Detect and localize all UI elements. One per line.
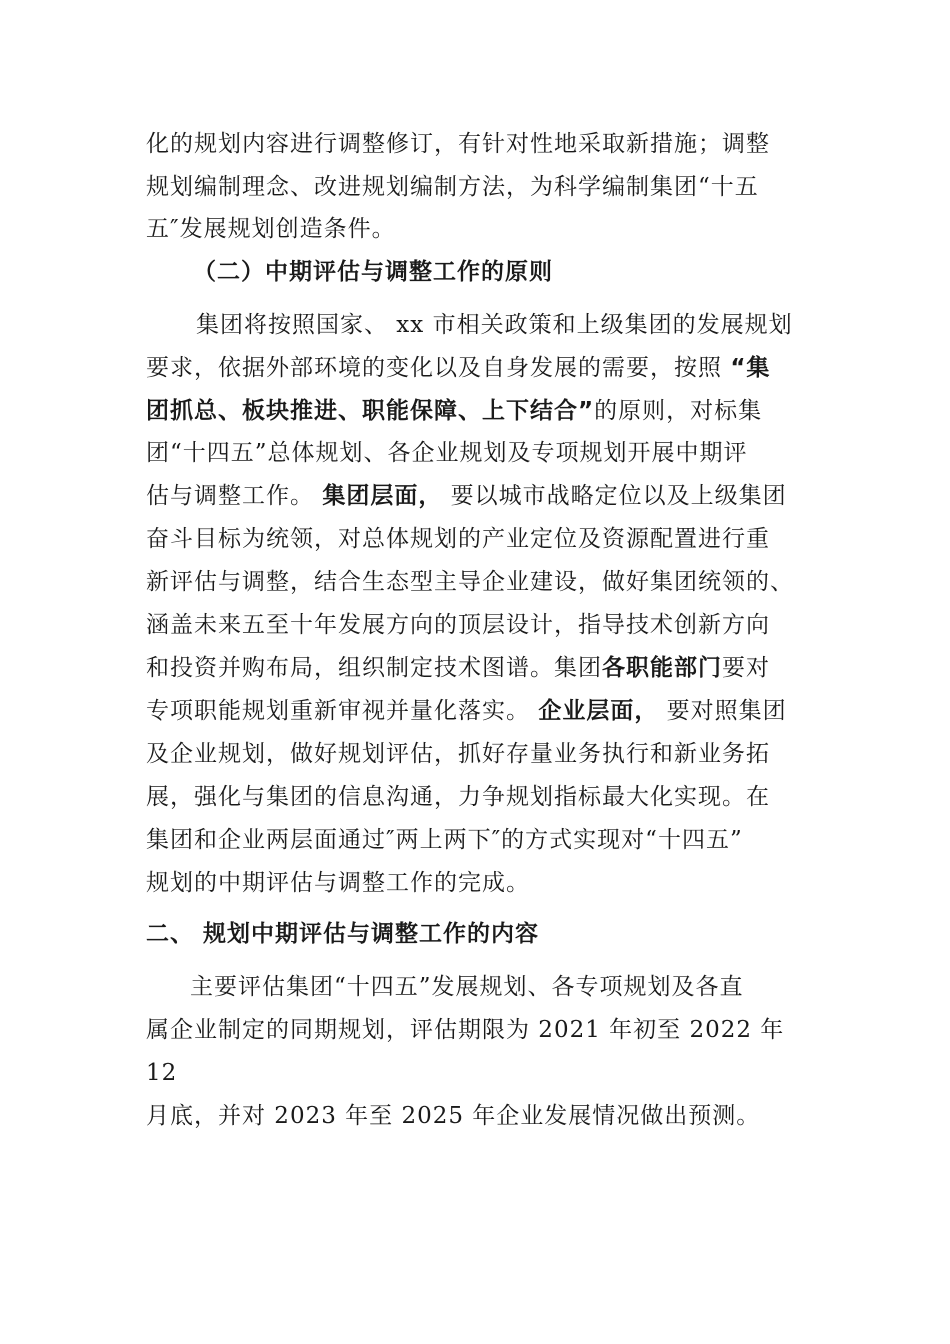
paragraph-line: 新评估与调整，结合生态型主导企业建设，做好集团统领的、 [146,569,794,595]
paragraph-line: 12 [146,1060,178,1086]
paragraph-line: 奋斗目标为统领，对总体规划的产业定位及资源配置进行重 [146,526,770,552]
paragraph-line [146,396,762,426]
paragraph-line: 集团将按照国家、 xx 市相关政策和上级集团的发展规划 [196,312,793,338]
paragraph-line: 集团和企业两层面通过″两上两下″的方式实现对“十四五” [146,827,743,853]
bold-text-run: 团抓总、板块推进、职能保障、上下结合” [146,398,595,424]
paragraph-line: 团“十四五”总体规划、各企业规划及专项规划开展中期评 [146,440,748,466]
bold-text-run: “集 [730,355,771,381]
text-run: 要求，依据外部环境的变化以及自身发展的需要，按照 [146,355,731,381]
text-run: 专项职能规划重新审视并量化落实。 [146,698,539,724]
text-run: 要以城市战略定位以及上级集团 [442,483,787,509]
paragraph-line [146,653,770,683]
text-run: 要对 [722,655,770,681]
text-run: 和投资并购布局，组织制定技术图谱。集团 [146,655,602,681]
bold-text-run: 各职能部门 [602,655,722,681]
text-run: 要对照集团 [658,698,787,724]
paragraph-line: 规划编制理念、改进规划编制方法，为科学编制集团“十五 [146,174,759,200]
paragraph-line: 五″发展规划创造条件。 [146,216,396,242]
paragraph-line [146,481,787,511]
section-heading: （二）中期评估与调整工作的原则 [193,259,553,285]
paragraph-line: 属企业制定的同期规划，评估期限为 2021 年初至 2022 年 [146,1017,785,1043]
paragraph-line: 月底，并对 2023 年至 2025 年企业发展情况做出预测。 [146,1103,761,1129]
paragraph-line: 展，强化与集团的信息沟通，力争规划指标最大化实现。在 [146,784,770,810]
paragraph-line [146,353,770,383]
text-run: 的原则，对标集 [594,398,763,424]
paragraph-line: 化的规划内容进行调整修订，有针对性地采取新措施；调整 [146,131,770,157]
paragraph-line: 涵盖未来五至十年发展方向的顶层设计，指导技术创新方向 [146,612,770,638]
text-run: 估与调整工作。 [146,483,323,509]
paragraph-line [146,696,787,726]
paragraph-line: 及企业规划，做好规划评估，抓好存量业务执行和新业务拓 [146,741,770,767]
bold-text-run: 企业层面， [538,698,659,724]
section-heading: 二、 规划中期评估与调整工作的内容 [146,921,540,947]
paragraph-line: 主要评估集团“十四五”发展规划、各专项规划及各直 [190,974,744,1000]
bold-text-run: 集团层面， [322,483,443,509]
paragraph-line: 规划的中期评估与调整工作的完成。 [146,870,530,896]
